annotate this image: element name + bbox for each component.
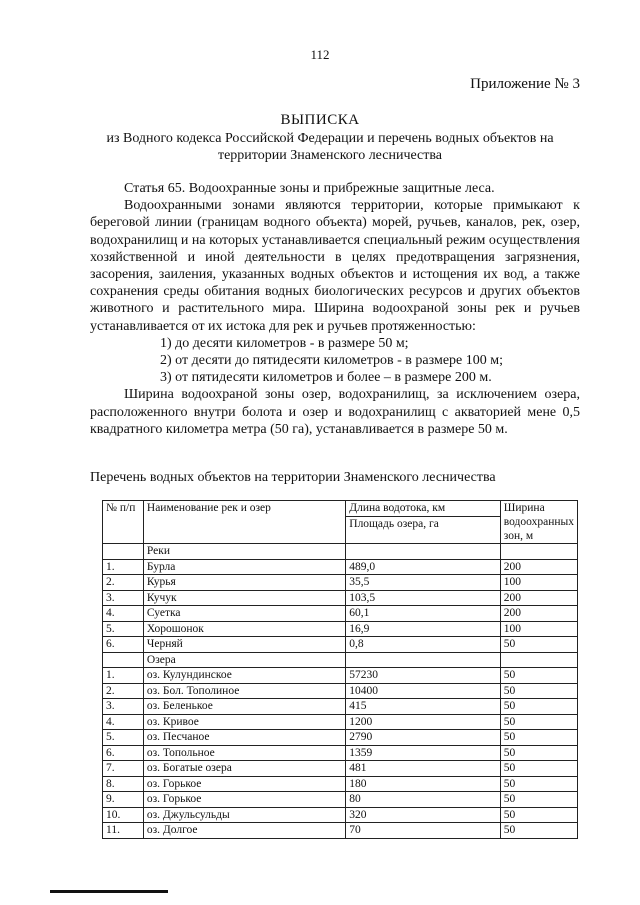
cell-width: 50	[500, 668, 577, 684]
cell-value: 70	[346, 823, 500, 839]
table-row	[103, 745, 578, 761]
cell-name: оз. Долгое	[143, 823, 345, 839]
section-row-lakes	[103, 652, 578, 668]
cell-value: 489,0	[346, 559, 500, 575]
cell-num: 3.	[103, 590, 144, 606]
table-row	[103, 699, 578, 715]
cell-name: оз. Кривое	[143, 714, 345, 730]
table-row	[103, 621, 578, 637]
cell-name: оз. Джульсульды	[143, 807, 345, 823]
table-row	[103, 776, 578, 792]
cell-num: 3.	[103, 699, 144, 715]
cell-value: 60,1	[346, 606, 500, 622]
cell-value: 16,9	[346, 621, 500, 637]
cell-value: 481	[346, 761, 500, 777]
page-number: 112	[310, 47, 330, 62]
cell-name: оз. Горькое	[143, 792, 345, 808]
table-row	[103, 590, 578, 606]
cell-value: 1200	[346, 714, 500, 730]
cell-value: 180	[346, 776, 500, 792]
cell-name: Бурла	[143, 559, 345, 575]
cell-num: 1.	[103, 559, 144, 575]
cell-num: 4.	[103, 714, 144, 730]
article-text	[90, 180, 580, 438]
cell-num: 8.	[103, 776, 144, 792]
cell-value: 103,5	[346, 590, 500, 606]
section-label-rivers: Реки	[143, 544, 345, 560]
table-header-row	[103, 501, 578, 517]
header-name: Наименование рек и озер	[143, 501, 345, 544]
water-objects-table	[102, 500, 578, 839]
document-title: ВЫПИСКА	[280, 112, 360, 128]
cell-value: 0,8	[346, 637, 500, 653]
cell-name: оз. Беленькое	[143, 699, 345, 715]
cell-num: 2.	[103, 683, 144, 699]
cell-name: Черняй	[143, 637, 345, 653]
cell-num: 5.	[103, 621, 144, 637]
section-label-lakes: Озера	[143, 652, 345, 668]
section-row-rivers	[103, 544, 578, 560]
cell-name: оз. Кулундинское	[143, 668, 345, 684]
cell-value: 57230	[346, 668, 500, 684]
cell-num: 6.	[103, 745, 144, 761]
cell-num: 10.	[103, 807, 144, 823]
cell-width: 200	[500, 559, 577, 575]
table-row	[103, 761, 578, 777]
cell-width: 50	[500, 637, 577, 653]
table-row	[103, 792, 578, 808]
list-title: Перечень водных объектов на территории Знаменского лесничества	[90, 470, 496, 485]
cell-value: 415	[346, 699, 500, 715]
article-paragraph-1: Водоохранными зонами являются территории, которые примыкают к береговой линии (границам водного объекта) морей, ручьев, каналов, рек, озер, водохранилищ и на которых устанавливается специальный режим осуществления хозяйственной и иной деятельности в целях предотвращения загрязнения, засорения, заиления, указанных водных объектов и истощения их вод, а также сохранения среды обитания водных биологических ресурсов и других объектов животного и растительного мира. Ширина водоохраной зоны рек и ручьев устанавливается от их истока для рек и ручьев протяженностью:	[90, 198, 580, 334]
header-length: Длина водотока, км	[346, 501, 500, 517]
cell-width: 50	[500, 683, 577, 699]
cell-width: 200	[500, 590, 577, 606]
article-heading: Статья 65. Водоохранные зоны и прибрежные защитные леса.	[124, 181, 495, 196]
cell-width: 50	[500, 699, 577, 715]
table-row	[103, 730, 578, 746]
cell-width: 50	[500, 776, 577, 792]
footer-rule	[50, 890, 168, 893]
cell-width: 50	[500, 730, 577, 746]
cell-value: 1359	[346, 745, 500, 761]
cell-value: 80	[346, 792, 500, 808]
cell-width: 50	[500, 792, 577, 808]
document-subtitle: из Водного кодекса Российской Федерации и перечень водных объектов на территории Знаменского лесничества	[106, 131, 554, 163]
article-paragraph-2: Ширина водоохраной зоны озер, водохранилищ, за исключением озера, расположенного внутри болота и озер и водохранилищ с акваторией мене 0,5 квадратного километра метра (50 га), устанавливается в размере 50 м.	[90, 387, 580, 437]
header-width: Ширина водоохранных зон, м	[500, 501, 577, 544]
cell-num: 2.	[103, 575, 144, 591]
cell-name: оз. Топольное	[143, 745, 345, 761]
table-row	[103, 823, 578, 839]
header-num: № п/п	[103, 501, 144, 544]
table-row	[103, 559, 578, 575]
article-item-2: 2) от десяти до пятидесяти километров - в размере 100 м;	[160, 353, 503, 369]
cell-width: 50	[500, 807, 577, 823]
cell-name: оз. Песчаное	[143, 730, 345, 746]
table-body	[103, 544, 578, 839]
cell-num: 5.	[103, 730, 144, 746]
cell-value: 2790	[346, 730, 500, 746]
table-row	[103, 637, 578, 653]
cell-name: Суетка	[143, 606, 345, 622]
table-row	[103, 575, 578, 591]
table-row	[103, 714, 578, 730]
cell-value: 35,5	[346, 575, 500, 591]
cell-width: 50	[500, 714, 577, 730]
cell-name: Хорошонок	[143, 621, 345, 637]
table-row	[103, 668, 578, 684]
cell-name: Курья	[143, 575, 345, 591]
cell-num: 9.	[103, 792, 144, 808]
cell-value: 320	[346, 807, 500, 823]
cell-num: 1.	[103, 668, 144, 684]
cell-name: оз. Бол. Тополиное	[143, 683, 345, 699]
cell-width: 50	[500, 745, 577, 761]
cell-width: 50	[500, 761, 577, 777]
cell-name: оз. Горькое	[143, 776, 345, 792]
cell-num: 6.	[103, 637, 144, 653]
header-area: Площадь озера, га	[346, 516, 500, 543]
cell-num: 4.	[103, 606, 144, 622]
appendix-label: Приложение № 3	[470, 76, 580, 92]
table-row	[103, 807, 578, 823]
cell-num: 11.	[103, 823, 144, 839]
table-row	[103, 683, 578, 699]
cell-value: 10400	[346, 683, 500, 699]
article-item-3: 3) от пятидесяти километров и более – в размере 200 м.	[160, 370, 492, 386]
cell-width: 100	[500, 621, 577, 637]
cell-name: Кучук	[143, 590, 345, 606]
table-row	[103, 606, 578, 622]
article-item-1: 1) до десяти километров - в размере 50 м;	[160, 335, 409, 351]
cell-width: 200	[500, 606, 577, 622]
cell-name: оз. Богатые озера	[143, 761, 345, 777]
cell-width: 50	[500, 823, 577, 839]
cell-width: 100	[500, 575, 577, 591]
cell-num: 7.	[103, 761, 144, 777]
